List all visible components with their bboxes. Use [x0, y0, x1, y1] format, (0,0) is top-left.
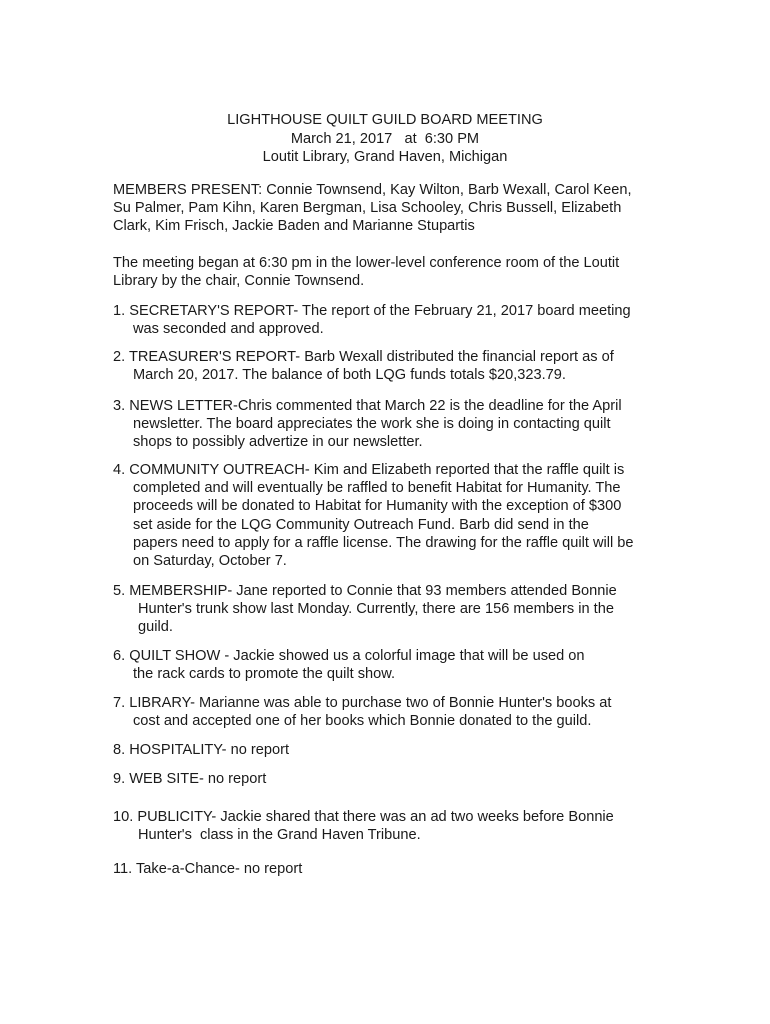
meeting-title: LIGHTHOUSE QUILT GUILD BOARD MEETING	[227, 112, 543, 128]
item-heading: 2. TREASURER'S REPORT- Barb Wexall distributed the financial report as of	[113, 349, 614, 365]
intro-line: The meeting began at 6:30 pm in the lower-level conference room of the Loutit	[113, 255, 620, 271]
item-line: March 20, 2017. The balance of both LQG funds totals $20,323.79.	[133, 367, 566, 384]
list-item-web-site	[113, 770, 673, 788]
intro-line: Library by the chair, Connie Townsend.	[113, 273, 365, 290]
list-item-library	[113, 694, 673, 730]
item-line: shops to possibly advertize in our newsletter.	[133, 434, 423, 451]
item-line: proceeds will be donated to Habitat for Humanity with the exception of $300	[133, 498, 622, 515]
meeting-intro	[113, 254, 673, 290]
list-item-publicity	[113, 808, 673, 844]
list-item-membership	[113, 582, 673, 637]
members-line: MEMBERS PRESENT: Connie Townsend, Kay Wilton, Barb Wexall, Carol Keen,	[113, 182, 632, 198]
meeting-location: Loutit Library, Grand Haven, Michigan	[262, 149, 508, 166]
meeting-date: March 21, 2017 at 6:30 PM	[290, 130, 480, 147]
document-header	[0, 111, 770, 167]
list-item-secretary-report	[113, 302, 673, 338]
item-heading: 10. PUBLICITY- Jackie shared that there was an ad two weeks before Bonnie	[113, 809, 614, 825]
item-heading: 7. LIBRARY- Marianne was able to purchase two of Bonnie Hunter's books at	[113, 695, 612, 711]
item-line: set aside for the LQG Community Outreach Fund. Barb did send in the	[133, 516, 589, 533]
list-item-quilt-show	[113, 647, 673, 683]
members-present	[113, 181, 673, 236]
list-item-hospitality	[113, 741, 673, 759]
item-line: completed and will eventually be raffled to benefit Habitat for Humanity. The	[133, 480, 621, 497]
item-heading: 4. COMMUNITY OUTREACH- Kim and Elizabeth reported that the raffle quilt is	[113, 462, 625, 478]
list-item-community-outreach	[113, 461, 673, 570]
list-item-treasurer-report	[113, 348, 673, 384]
item-line: on Saturday, October 7.	[133, 553, 287, 570]
item-line: guild.	[138, 619, 173, 636]
item-heading: 5. MEMBERSHIP- Jane reported to Connie that 93 members attended Bonnie	[113, 583, 617, 599]
item-line: Hunter's trunk show last Monday. Currently, there are 156 members in the	[138, 601, 614, 618]
item-line: newsletter. The board appreciates the work she is doing in contacting quilt	[133, 416, 611, 433]
item-line: was seconded and approved.	[133, 321, 324, 338]
item-line: papers need to apply for a raffle license. The drawing for the raffle quilt will be	[133, 534, 634, 551]
members-line: Clark, Kim Frisch, Jackie Baden and Marianne Stupartis	[113, 218, 475, 235]
item-line: cost and accepted one of her books which Bonnie donated to the guild.	[133, 713, 592, 730]
list-item-news-letter	[113, 397, 673, 452]
item-heading: 1. SECRETARY'S REPORT- The report of the February 21, 2017 board meeting	[113, 303, 631, 319]
item-line: Hunter's class in the Grand Haven Tribune.	[138, 827, 421, 844]
list-item-take-a-chance	[113, 860, 673, 878]
item-heading: 8. HOSPITALITY- no report	[113, 742, 290, 758]
members-line: Su Palmer, Pam Kihn, Karen Bergman, Lisa Schooley, Chris Bussell, Elizabeth	[113, 200, 622, 217]
item-line: the rack cards to promote the quilt show.	[133, 666, 396, 683]
item-heading: 6. QUILT SHOW - Jackie showed us a colorful image that will be used on	[113, 648, 585, 664]
item-heading: 11. Take-a-Chance- no report	[113, 861, 303, 877]
item-heading: 3. NEWS LETTER-Chris commented that March 22 is the deadline for the April	[113, 398, 622, 414]
item-heading: 9. WEB SITE- no report	[113, 771, 267, 787]
